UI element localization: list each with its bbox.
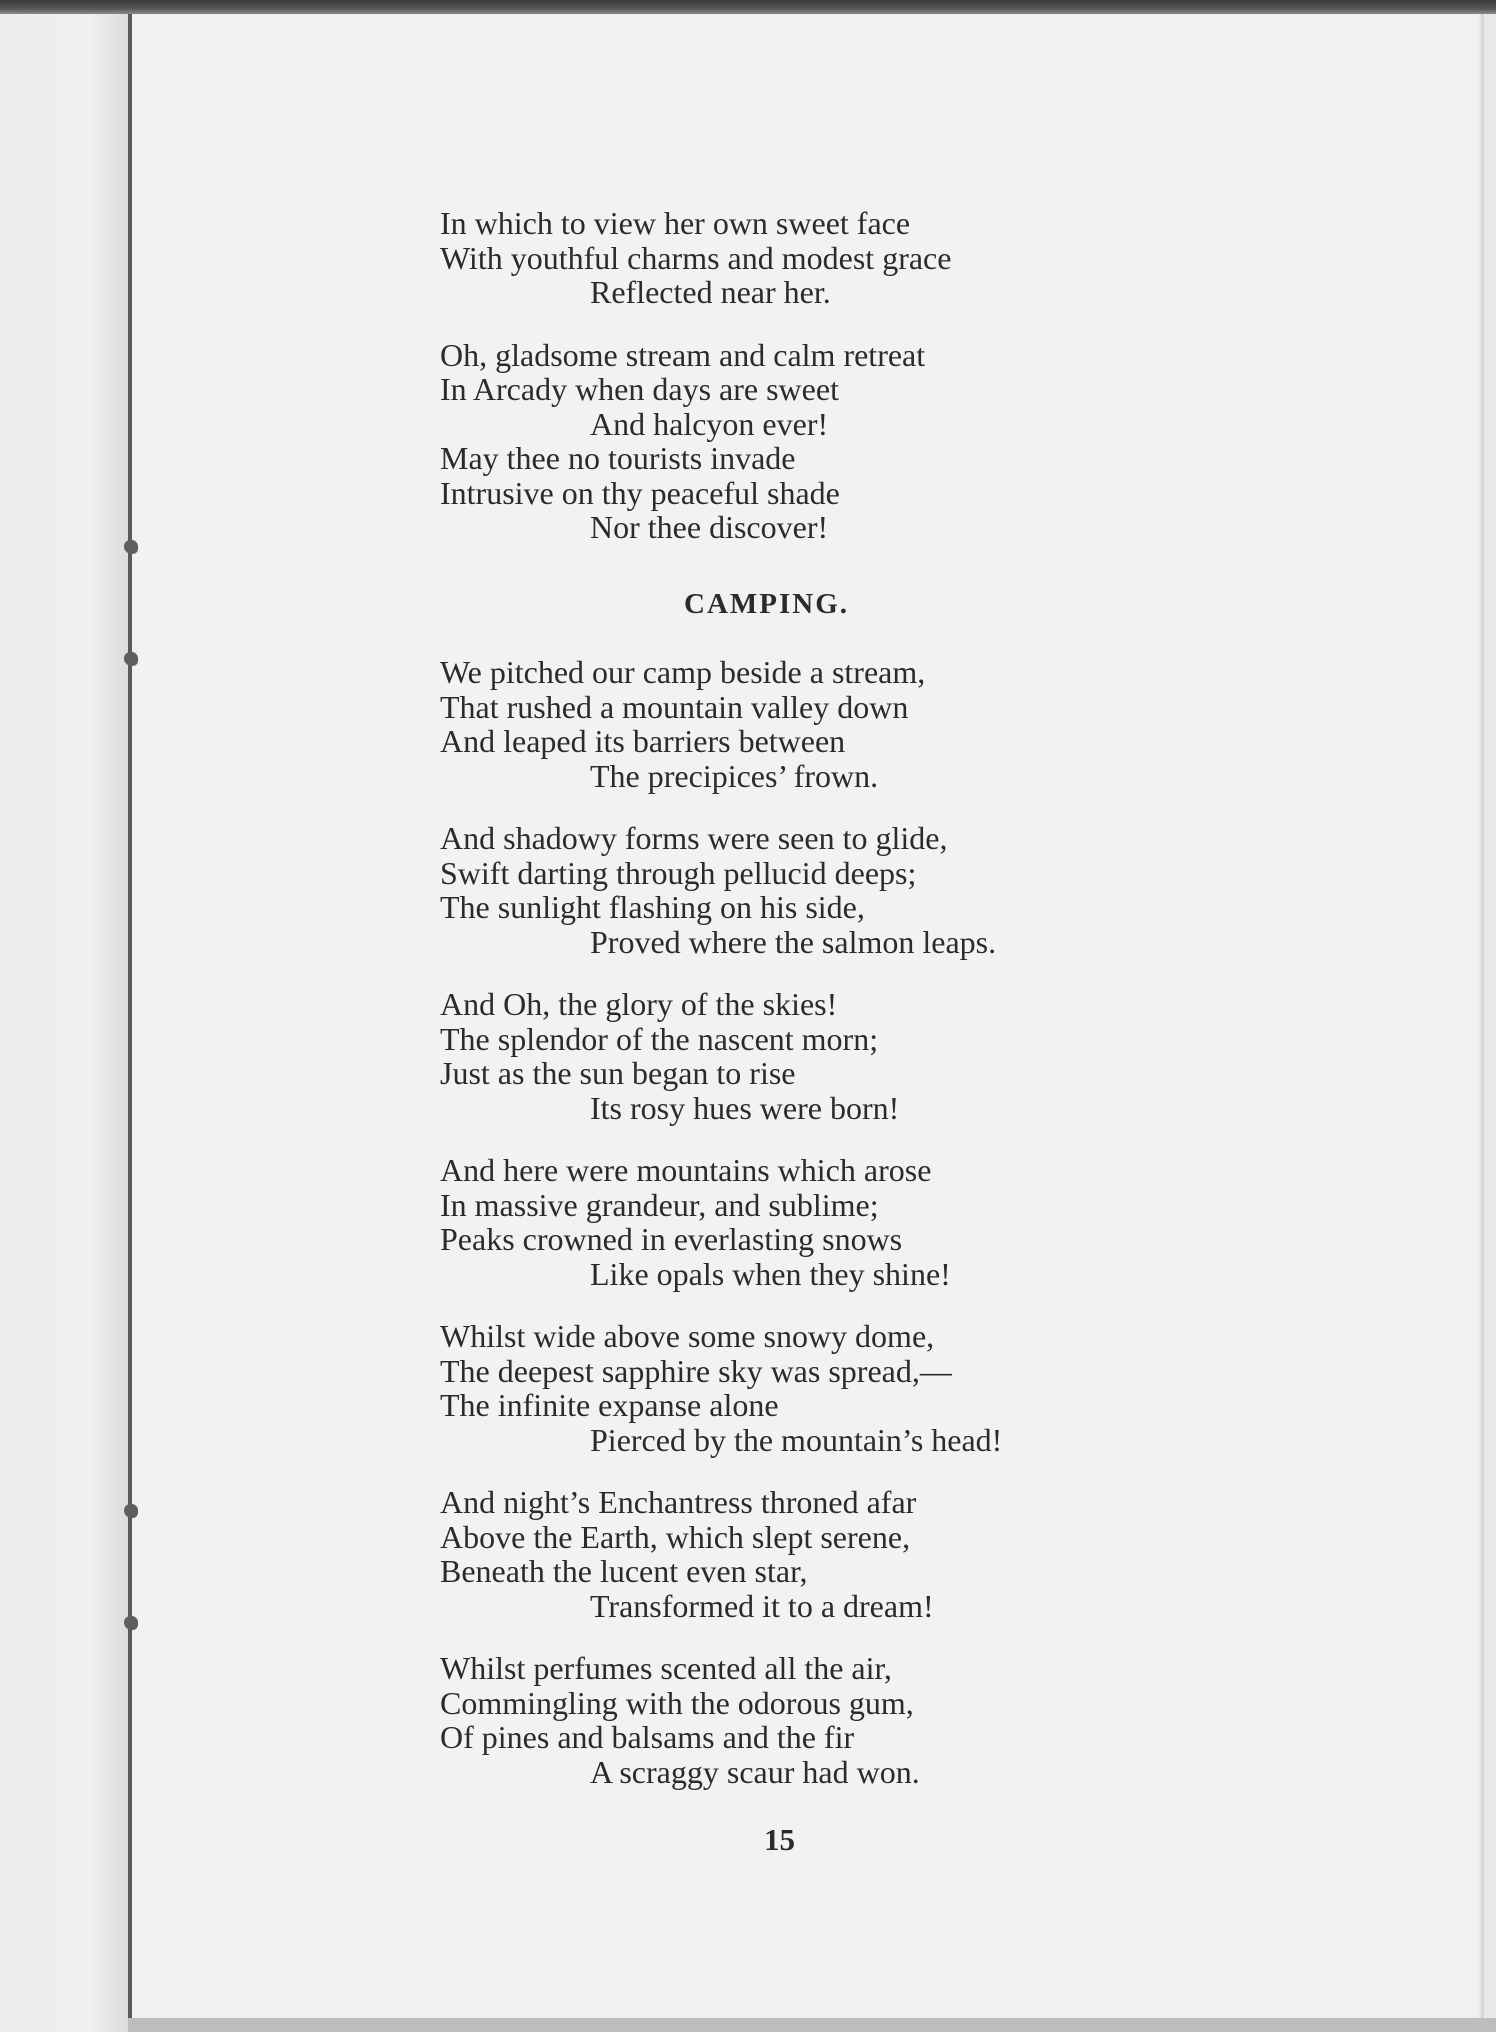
verse-line: Nor thee discover! xyxy=(590,509,829,545)
verse-line: And halcyon ever! xyxy=(590,405,829,442)
stanza xyxy=(440,206,1160,310)
poem-title: CAMPING. xyxy=(684,587,850,620)
verse-line: Reflected near her. xyxy=(590,274,831,310)
verse-line: May thee no tourists invade xyxy=(440,440,796,476)
top-edge-shadow xyxy=(0,0,1496,14)
bottom-edge-shadow xyxy=(128,2018,1496,2032)
stanza xyxy=(440,1651,1160,1789)
verse-line: We pitched our camp beside a stream, xyxy=(440,654,926,690)
verse-line: Whilst perfumes scented all the air, xyxy=(440,1650,892,1686)
verse-line: Intrusive on thy peaceful shade xyxy=(440,474,840,511)
verse-line: Like opals when they shine! xyxy=(590,1255,951,1292)
verse-line: Commingling with the odorous gum, xyxy=(440,1684,914,1721)
verse-line: Transformed it to a dream! xyxy=(590,1587,934,1624)
stanza xyxy=(440,338,1160,545)
verse-line: Pierced by the mountain’s head! xyxy=(590,1421,1003,1458)
verse-line: And leaped its barriers between xyxy=(440,723,846,759)
verse-line: Oh, gladsome stream and calm retreat xyxy=(440,336,926,373)
stanza xyxy=(440,1319,1160,1457)
verse-line: In massive grandeur, and sublime; xyxy=(440,1186,879,1223)
verse-line: And here were mountains which arose xyxy=(440,1152,932,1188)
verse-line: And shadowy forms were seen to glide, xyxy=(440,820,948,856)
verse-line: With youthful charms and modest grace xyxy=(440,239,952,276)
poem-continuation xyxy=(440,206,1160,545)
verse-line: Just as the sun began to rise xyxy=(440,1055,796,1091)
binding-stitch-mark xyxy=(124,540,138,554)
verse-line: Peaks crowned in everlasting snows xyxy=(440,1221,903,1257)
poem-body xyxy=(440,206,1160,1817)
verse-line: The sunlight flashing on his side, xyxy=(440,889,865,925)
poem-camping xyxy=(440,655,1160,1789)
binding-stitch-mark xyxy=(124,652,138,666)
stanza xyxy=(440,987,1160,1125)
verse-line: In Arcady when days are sweet xyxy=(440,371,839,407)
verse-line: The precipices’ frown. xyxy=(590,757,879,794)
verse-line: Its rosy hues were born! xyxy=(590,1089,900,1126)
verse-line: Of pines and balsams and the fir xyxy=(440,1719,855,1755)
verse-line: The splendor of the nascent morn; xyxy=(440,1020,879,1057)
verse-line: Swift darting through pellucid deeps; xyxy=(440,854,917,891)
stanza xyxy=(440,655,1160,793)
page-number: 15 xyxy=(764,1822,795,1857)
binding-stitch-mark xyxy=(124,1504,138,1518)
verse-line: Above the Earth, which slept serene, xyxy=(440,1518,911,1555)
stanza xyxy=(440,821,1160,959)
verse-line: The infinite expanse alone xyxy=(440,1387,779,1423)
verse-line: And night’s Enchantress throned afar xyxy=(440,1484,917,1520)
verse-line: Beneath the lucent even star, xyxy=(440,1553,808,1589)
verse-line: Whilst wide above some snowy dome, xyxy=(440,1318,935,1354)
verse-line: That rushed a mountain valley down xyxy=(440,688,909,725)
verse-line: And Oh, the glory of the skies! xyxy=(440,986,838,1022)
stanza xyxy=(440,1153,1160,1291)
verse-line: The deepest sapphire sky was spread,— xyxy=(440,1352,952,1389)
stanza xyxy=(440,1485,1160,1623)
binding-stitch-mark xyxy=(124,1616,138,1630)
verse-line: A scraggy scaur had won. xyxy=(590,1753,920,1790)
binding-gutter xyxy=(0,0,128,2032)
verse-line: In which to view her own sweet face xyxy=(440,205,911,241)
verse-line: Proved where the salmon leaps. xyxy=(590,923,997,960)
